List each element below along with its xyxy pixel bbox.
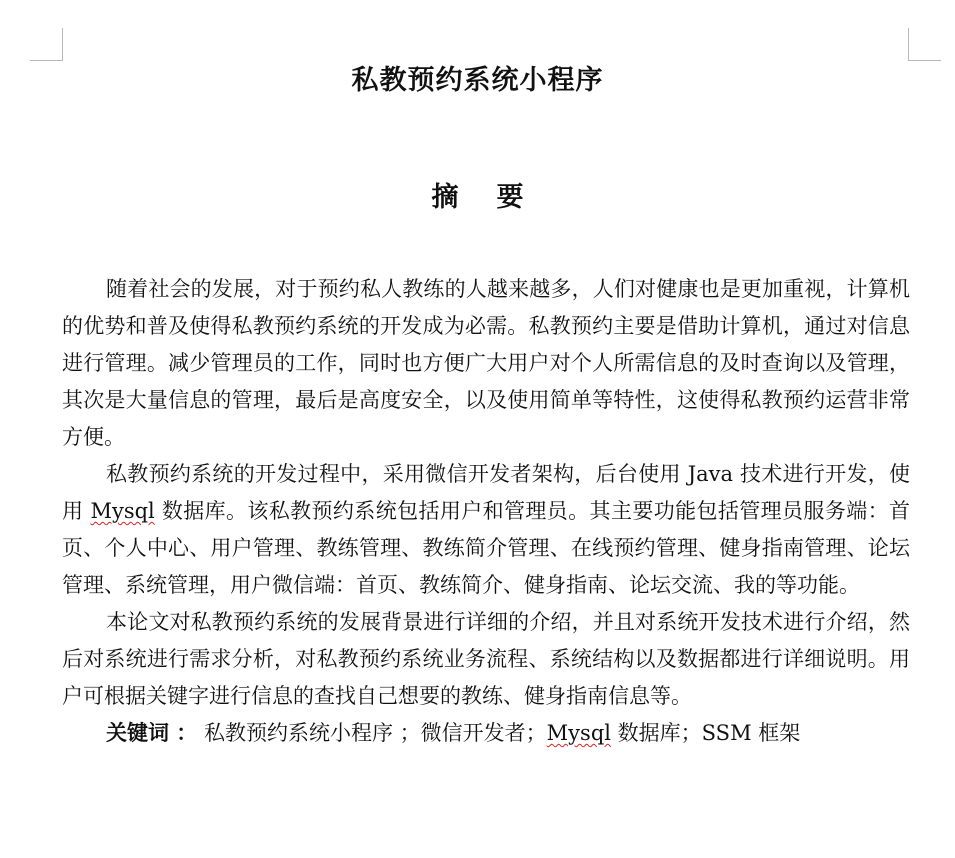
page-corner-marker-top-right <box>908 28 941 61</box>
abstract-body <box>62 271 910 752</box>
abstract-paragraph-2 <box>62 456 910 604</box>
abstract-heading-char-2: 要 <box>496 182 524 213</box>
keywords-line <box>62 715 910 752</box>
keywords-text-start: 私教预约系统小程序 ；微信开发者； <box>197 721 547 745</box>
spellcheck-flagged-word[interactable]: Mysql <box>90 499 155 523</box>
abstract-heading-char-1: 摘 <box>431 182 459 213</box>
paragraph-2-text-start: 私教预约系统的开发过程中，采用微信开发者架构，后台使用 Java 技术进行开发，使用 <box>62 462 910 523</box>
keywords-text-end: 数据库；SSM 框架 <box>610 721 801 745</box>
abstract-paragraph-3: 本论文对私教预约系统的发展背景进行详细的介绍，并且对系统开发技术进行介绍，然后对系统进行需求分析，对私教预约系统业务流程、系统结构以及数据都进行详细说明。用户可根据关键字进行信息的查找自己想要的教练、健身指南信息等。 <box>62 610 910 708</box>
document-title: 私教预约系统小程序 <box>351 65 604 96</box>
abstract-paragraph-1: 随着社会的发展，对于预约私人教练的人越来越多，人们对健康也是更加重视，计算机的优势和普及使得私教预约系统的开发成为必需。私教预约主要是借助计算机，通过对信息进行管理。减少管理员的工作，同时也方便广大用户对个人所需信息的及时查询以及管理，其次是大量信息的管理，最后是高度安全，以及使用简单等特性，这使得私教预约运营非常方便。 <box>62 277 910 449</box>
page-corner-marker-top-left <box>30 28 63 61</box>
spellcheck-flagged-word-keywords[interactable]: Mysql <box>546 721 611 745</box>
paragraph-2-text-end: 数据库。该私教预约系统包括用户和管理员。其主要功能包括管理员服务端：首页、个人中心、用户管理、教练管理、教练简介管理、在线预约管理、健身指南管理、论坛管理、系统管理，用户微信端：首页、教练简介、健身指南、论坛交流、我的等功能。 <box>62 499 910 597</box>
keywords-label: 关键词 ： <box>106 721 198 745</box>
abstract-heading <box>0 175 955 214</box>
